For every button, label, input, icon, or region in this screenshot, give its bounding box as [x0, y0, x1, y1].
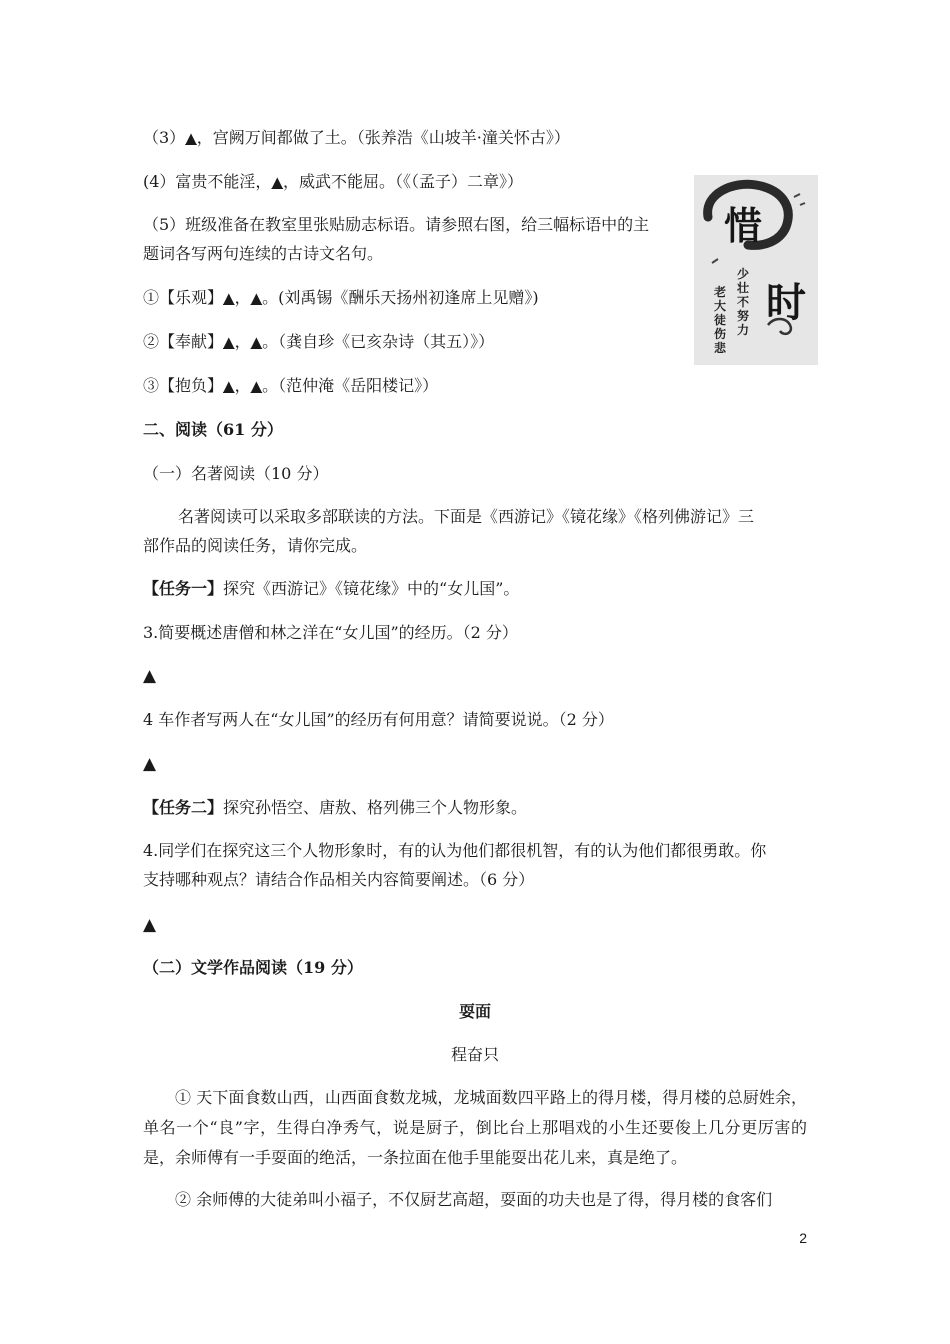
answer-blank: ▲	[223, 289, 235, 307]
poster-line-1: 少壮不努力	[737, 267, 750, 337]
comma: ，	[234, 288, 251, 307]
intro-line-2: 部作品的阅读任务，请你完成。	[143, 536, 368, 555]
slogan-label: ①【乐观】	[143, 288, 224, 307]
slogan-poster-image	[694, 175, 818, 365]
comma: ，	[234, 376, 251, 395]
question-4-reading: 4 车作者写两人在“女儿国”的经历有何用意？请简要说说。（2 分）	[143, 710, 614, 729]
answer-blank: ▲	[143, 754, 157, 774]
question-3-reading: 3.简要概述唐僧和林之洋在“女儿国”的经历。（2 分）	[143, 623, 518, 642]
answer-blank: ▲	[143, 666, 157, 686]
question-prefix: （3）	[143, 128, 186, 147]
question-text: ，威武不能屈。（《（孟子）二章》）	[282, 172, 523, 191]
slogan-source: 。（范仲淹《岳阳楼记》）	[262, 376, 439, 395]
poster-char-2: 时	[766, 279, 806, 326]
slogan-source: 。(刘禹锡《酬乐天扬州初逢席上见赠》)	[262, 288, 539, 307]
answer-blank: ▲	[250, 289, 263, 307]
question-prefix: (4）富贵不能淫，	[143, 172, 272, 191]
question-4b-line-1: 4.同学们在探究这三个人物形象时，有的认为他们都很机智，有的认为他们都很勇敢。你	[143, 841, 767, 860]
story-title: 耍面	[458, 1002, 491, 1021]
story-paragraph-1: ① 天下面食数山西，山西面食数龙城，龙城面数四平路上的得月楼，得月楼的总厨姓余，单名一个“良”字，生得白净秀气，说是厨子，倒比台上那唱戏的小生还要俊上几分更厉害的是，余师傅有一手耍面的绝活，一条拉面在他手里能耍出花儿来，真是绝了。	[143, 1088, 807, 1167]
slogan-label: ②【奉献】	[143, 332, 224, 351]
task-label: 【任务二】	[143, 798, 224, 817]
part-heading: （一）名著阅读（10 分）	[143, 464, 329, 483]
task-1	[143, 581, 519, 597]
task-text: 探究《西游记》《镜花缘》中的“女儿国”。	[223, 579, 520, 598]
comma: ，	[234, 332, 251, 351]
question-5-line-2: 题词各写两句连续的古诗文名句。	[143, 244, 384, 263]
answer-blank: ▲	[250, 377, 263, 395]
slogan-item	[143, 378, 438, 394]
question-3	[143, 130, 570, 146]
story-author: 程奋只	[450, 1045, 499, 1064]
answer-blank: ▲	[185, 129, 197, 147]
task-2	[143, 800, 527, 816]
section-heading: 二、阅读（61 分）	[143, 420, 283, 439]
slogan-item	[143, 290, 539, 306]
poster-line-2: 老大徒伤悲	[714, 285, 727, 355]
slogan-source: 。（龚自珍《已亥杂诗（其五）》）	[262, 332, 495, 351]
answer-blank: ▲	[250, 333, 263, 351]
slogan-item	[143, 334, 494, 350]
answer-blank: ▲	[271, 173, 283, 191]
question-4b-line-2: 支持哪种观点？请结合作品相关内容简要阐述。（6 分）	[143, 870, 535, 889]
answer-blank: ▲	[223, 377, 235, 395]
answer-blank: ▲	[223, 333, 235, 351]
answer-blank: ▲	[143, 915, 157, 935]
intro-line-1: 名著阅读可以采取多部联读的方法。下面是《西游记》《镜花缘》《格列佛游记》三	[178, 507, 755, 526]
question-4	[143, 174, 523, 190]
story-paragraph-2: ② 余师傅的大徒弟叫小福子，不仅厨艺高超，耍面的功夫也是了得，得月楼的食客们	[175, 1190, 773, 1209]
task-text: 探究孙悟空、唐敖、格列佛三个人物形象。	[223, 798, 528, 817]
page-number: 2	[799, 1230, 807, 1246]
part-heading: （二）文学作品阅读（19 分）	[143, 958, 363, 977]
task-label: 【任务一】	[143, 579, 224, 598]
question-text: ，宫阙万间都做了土。（张养浩《山坡羊·潼关怀古》）	[196, 128, 570, 147]
poster-char-1: 惜	[724, 203, 763, 248]
slogan-label: ③【抱负】	[143, 376, 224, 395]
question-5-line-1: （5）班级准备在教室里张贴励志标语。请参照右图，给三幅标语中的主	[143, 215, 650, 234]
